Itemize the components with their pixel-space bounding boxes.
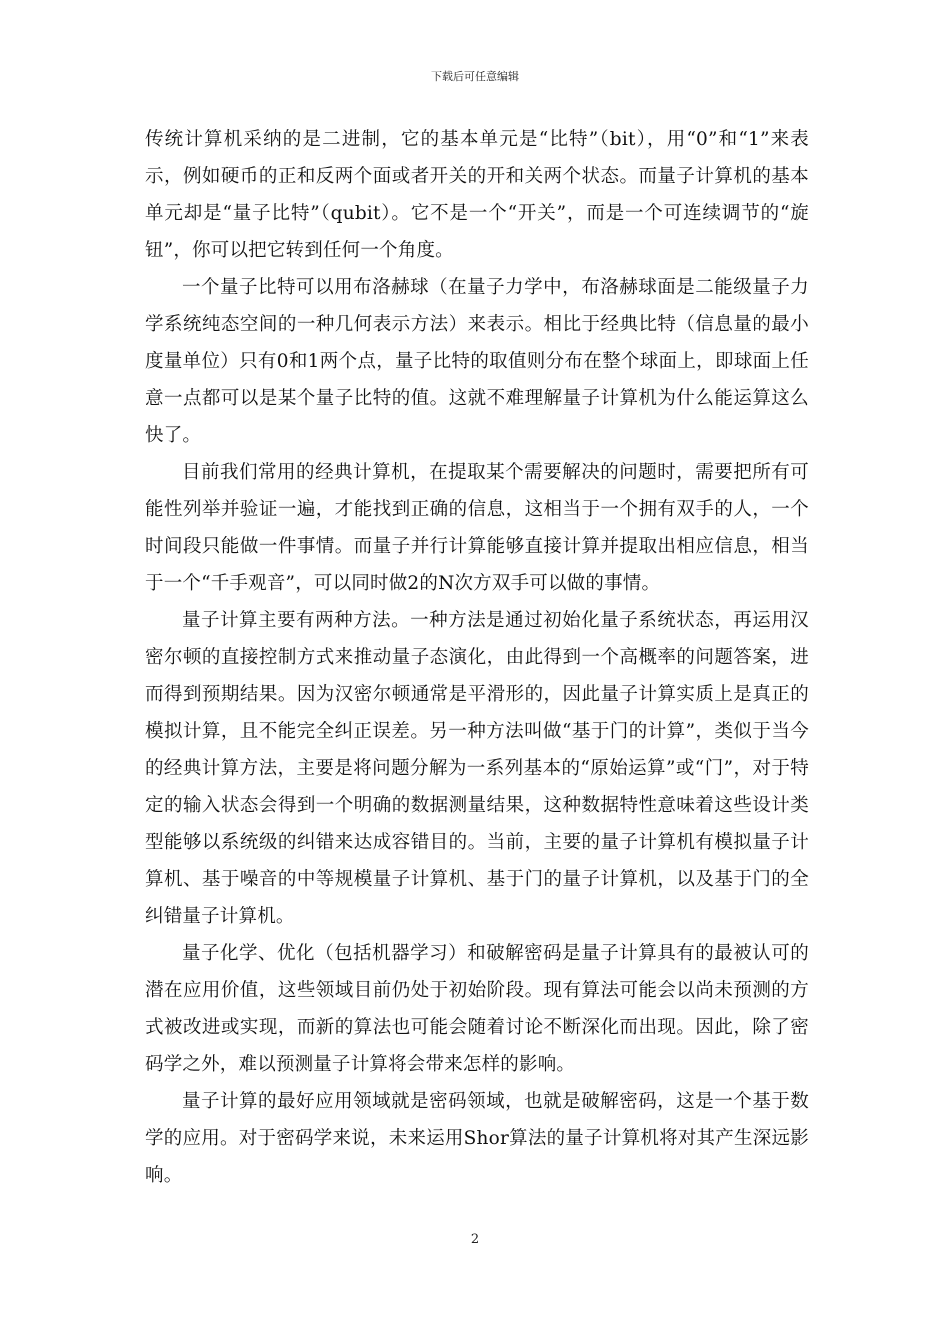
paragraph-bloch-sphere: 一个量子比特可以用布洛赫球（在量子力学中，布洛赫球面是二能级量子力学系统纯态空间的一种几何表示方法）来表示。相比于经典比特（信息量的最小度量单位）只有0和1两个点，量子比特的取值则分布在整个球面上，即球面上任意一点都可以是某个量子比特的值。这就不难理解量子计算机为什么能运算这么快了。 xyxy=(145,277,809,446)
header-note: 下载后可任意编辑 xyxy=(431,70,519,83)
paragraph-parallel-computing: 目前我们常用的经典计算机，在提取某个需要解决的问题时，需要把所有可能性列举并验证一遍，才能找到正确的信息，这相当于一个拥有双手的人，一个时间段只能做一件事情。而量子并行计算能够直接计算并提取出相应信息，相当于一个“千手观音”，可以同时做2的N次方双手可以做的事情。 xyxy=(145,462,809,594)
document-body xyxy=(145,121,809,1194)
paragraph-cryptography: 量子计算的最好应用领域就是密码领域，也就是破解密码，这是一个基于数学的应用。对于密码学来说，未来运用Shor算法的量子计算机将对其产生深远影响。 xyxy=(145,1091,809,1186)
paragraph-computing-methods: 量子计算主要有两种方法。一种方法是通过初始化量子系统状态，再运用汉密尔顿的直接控制方式来推动量子态演化，由此得到一个高概率的问题答案，进而得到预期结果。因为汉密尔顿通常是平滑形的，因此量子计算实质上是真正的模拟计算，且不能完全纠正误差。另一种方法叫做“基于门的计算”，类似于当今的经典计算方法，主要是将问题分解为一系列基本的“原始运算”或“门”，对于特定的输入状态会得到一个明确的数据测量结果，这种数据特性意味着这些设计类型能够以系统级的纠错来达成容错目的。当前，主要的量子计算机有模拟量子计算机、基于噪音的中等规模量子计算机、基于门的量子计算机，以及基于门的全纠错量子计算机。 xyxy=(145,610,809,927)
paragraph-applications: 量子化学、优化（包括机器学习）和破解密码是量子计算具有的最被认可的潜在应用价值，这些领域目前仍处于初始阶段。现有算法可能会以尚未预测的方式被改进或实现，而新的算法也可能会随着讨论不断深化而出现。因此，除了密码学之外，难以预测量子计算将会带来怎样的影响。 xyxy=(145,943,809,1075)
paragraph-binary-vs-qubit: 传统计算机采纳的是二进制，它的基本单元是“比特”（bit），用“0”和“1”来表示，例如硬币的正和反两个面或者开关的开和关两个状态。而量子计算机的基本单元却是“量子比特”（qubit）。它不是一个“开关”，而是一个可连续调节的“旋钮”，你可以把它转到任何一个角度。 xyxy=(145,129,809,261)
page-number: 2 xyxy=(470,1232,480,1247)
